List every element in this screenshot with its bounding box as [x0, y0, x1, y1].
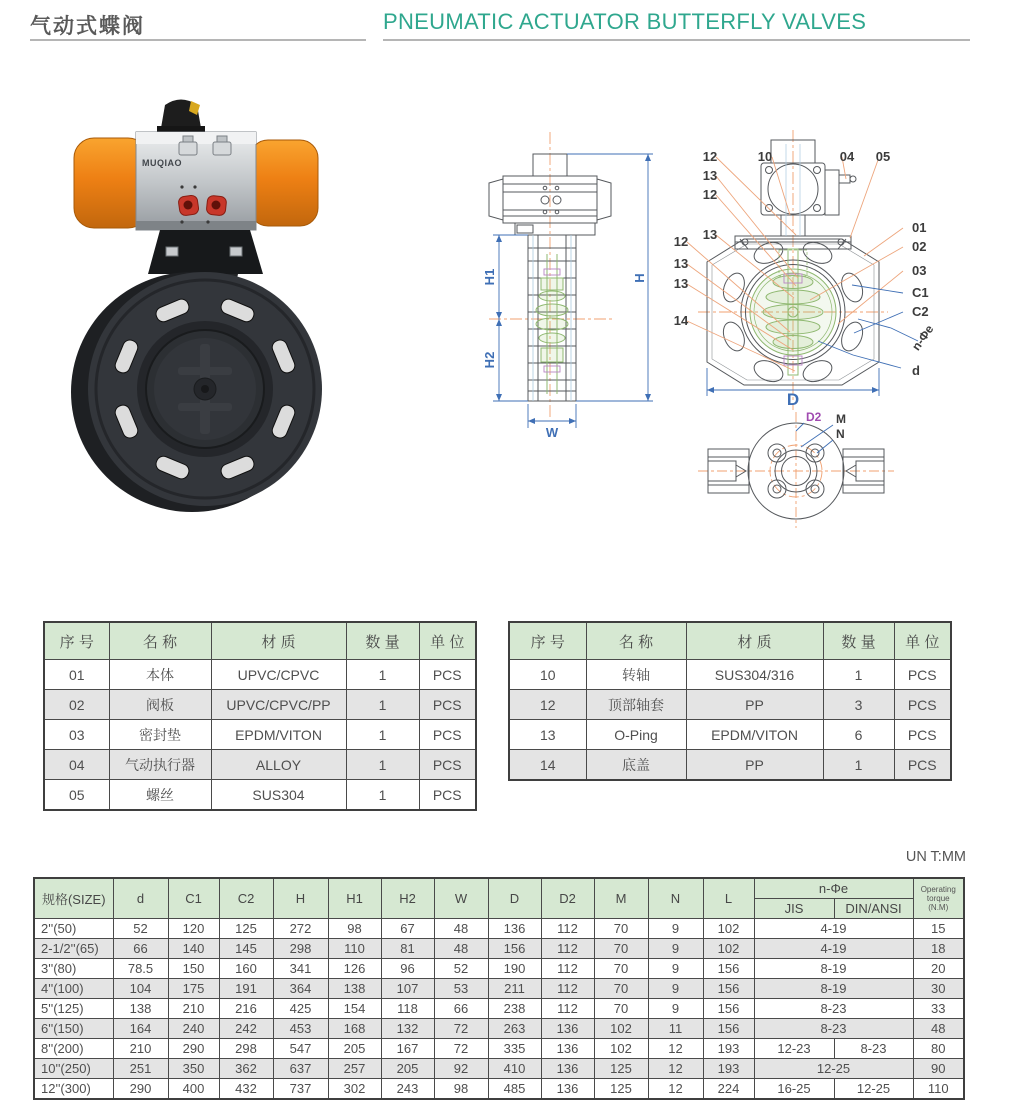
- cell: 102: [594, 1039, 648, 1059]
- cell: 1: [346, 750, 419, 780]
- cell: 400: [168, 1079, 219, 1100]
- cell: 272: [273, 919, 328, 939]
- callout-12: 12: [673, 234, 689, 249]
- cell: EPDM/VITON: [211, 720, 346, 750]
- cell: 4-19: [754, 919, 913, 939]
- callout-13: 13: [673, 276, 689, 291]
- callout-12: 12: [702, 149, 718, 164]
- cell: 12: [648, 1059, 703, 1079]
- cell: 30: [913, 979, 964, 999]
- parts-table-header: [44, 622, 476, 660]
- cell: 362: [219, 1059, 273, 1079]
- cell: 11: [648, 1019, 703, 1039]
- cell: PCS: [419, 780, 476, 811]
- cell: 02: [44, 690, 109, 720]
- cell: 96: [381, 959, 434, 979]
- drawing-front-view: [648, 128, 988, 420]
- dimension-lines: [493, 154, 653, 428]
- column-header: 数 量: [823, 622, 894, 660]
- cell: O-Ping: [586, 720, 686, 750]
- column-header: H1: [328, 878, 381, 919]
- column-header: M: [594, 878, 648, 919]
- brand-label: MUQIAO: [142, 158, 182, 168]
- table-row: [34, 959, 964, 979]
- cell: PP: [686, 750, 823, 781]
- cell: 12: [648, 1039, 703, 1059]
- cell: 8-19: [754, 959, 913, 979]
- parts-table-header: [509, 622, 951, 660]
- table-row: [34, 919, 964, 939]
- cell: 1: [346, 780, 419, 811]
- cell: 72: [434, 1039, 488, 1059]
- cell: 205: [328, 1039, 381, 1059]
- table-row: [34, 1059, 964, 1079]
- cell: 167: [381, 1039, 434, 1059]
- column-header: D: [488, 878, 541, 919]
- cell: 168: [328, 1019, 381, 1039]
- cell: 224: [703, 1079, 754, 1100]
- cell: 110: [913, 1079, 964, 1100]
- cell: 102: [594, 1019, 648, 1039]
- cell: 637: [273, 1059, 328, 1079]
- cell: 33: [913, 999, 964, 1019]
- column-header: W: [434, 878, 488, 919]
- callout-12: 12: [702, 187, 718, 202]
- cell: 98: [328, 919, 381, 939]
- cell: 136: [541, 1079, 594, 1100]
- table-row: [44, 750, 476, 780]
- parts-table-left: [43, 621, 477, 811]
- column-header: C2: [219, 878, 273, 919]
- cell: 302: [328, 1079, 381, 1100]
- unit-note: UN T:MM: [905, 849, 966, 865]
- table-row: [44, 720, 476, 750]
- cell: 9: [648, 979, 703, 999]
- cell: 8-23: [754, 999, 913, 1019]
- dim-label-n: N: [836, 427, 845, 441]
- cell: 70: [594, 959, 648, 979]
- column-header: H: [273, 878, 328, 919]
- cell: 72: [434, 1019, 488, 1039]
- cell: 118: [381, 999, 434, 1019]
- cell: 136: [541, 1059, 594, 1079]
- cell: 102: [703, 919, 754, 939]
- column-header: JIS: [754, 899, 834, 919]
- cell: 13: [509, 720, 586, 750]
- cell: 1: [823, 750, 894, 781]
- cell: 1: [346, 690, 419, 720]
- dim-label-D: D: [786, 390, 800, 409]
- table-row: [44, 780, 476, 811]
- cell: 257: [328, 1059, 381, 1079]
- cell: 48: [434, 919, 488, 939]
- cell: 12: [509, 690, 586, 720]
- cell: UPVC/CPVC/PP: [211, 690, 346, 720]
- cell: 8''(200): [34, 1039, 113, 1059]
- cell: 156: [703, 1019, 754, 1039]
- cell: 气动执行器: [109, 750, 211, 780]
- cell: 425: [273, 999, 328, 1019]
- cell: 263: [488, 1019, 541, 1039]
- cell: 290: [113, 1079, 168, 1100]
- dim-label-h1: H1: [482, 268, 497, 286]
- cell: 15: [913, 919, 964, 939]
- cell: 364: [273, 979, 328, 999]
- table-row: [509, 690, 951, 720]
- cell: 14: [509, 750, 586, 781]
- callout-13: 13: [702, 168, 718, 183]
- column-header: H2: [381, 878, 434, 919]
- cell: 138: [113, 999, 168, 1019]
- cell: PCS: [419, 660, 476, 690]
- table-row: [34, 979, 964, 999]
- cell: 243: [381, 1079, 434, 1100]
- cell: 6: [823, 720, 894, 750]
- cell: 164: [113, 1019, 168, 1039]
- column-header: n-Φe: [754, 878, 913, 899]
- dim-leaders: [796, 423, 833, 453]
- dim-label-m: M: [836, 412, 846, 426]
- column-header: N: [648, 878, 703, 919]
- cell: 410: [488, 1059, 541, 1079]
- cell: 顶部轴套: [586, 690, 686, 720]
- table-row: [44, 660, 476, 690]
- cell: 66: [434, 999, 488, 1019]
- cell: 432: [219, 1079, 273, 1100]
- dim-label-d: d: [912, 363, 920, 378]
- cell: 12-25: [834, 1079, 913, 1100]
- cell: ALLOY: [211, 750, 346, 780]
- cell: 12-23: [754, 1039, 834, 1059]
- column-header: 名 称: [109, 622, 211, 660]
- cell: 160: [219, 959, 273, 979]
- cell: 120: [168, 919, 219, 939]
- cell: PCS: [419, 720, 476, 750]
- cell: 136: [541, 1019, 594, 1039]
- cell: 104: [113, 979, 168, 999]
- cell: 78.5: [113, 959, 168, 979]
- cell: 本体: [109, 660, 211, 690]
- cell: PP: [686, 690, 823, 720]
- cell: 98: [434, 1079, 488, 1100]
- dim-label-d2: D2: [806, 410, 822, 424]
- callout-05: 05: [875, 149, 891, 164]
- cell: PCS: [419, 690, 476, 720]
- cell: 密封垫: [109, 720, 211, 750]
- cell: 145: [219, 939, 273, 959]
- cell: 110: [328, 939, 381, 959]
- cell: 10''(250): [34, 1059, 113, 1079]
- column-header: Operating torque (N.M): [913, 878, 964, 919]
- cell: 138: [328, 979, 381, 999]
- cell: 9: [648, 919, 703, 939]
- cell: 107: [381, 979, 434, 999]
- actuator-body: [74, 132, 318, 230]
- drawing-top-view: [688, 398, 980, 530]
- cell: 125: [219, 919, 273, 939]
- cell: 156: [703, 999, 754, 1019]
- cell: SUS304/316: [686, 660, 823, 690]
- cell: 70: [594, 919, 648, 939]
- cell: 16-25: [754, 1079, 834, 1100]
- column-header: d: [113, 878, 168, 919]
- cell: 341: [273, 959, 328, 979]
- cell: 156: [703, 959, 754, 979]
- cell: 154: [328, 999, 381, 1019]
- cell: 01: [44, 660, 109, 690]
- cell: 193: [703, 1059, 754, 1079]
- cell: 05: [44, 780, 109, 811]
- column-header: 单 位: [894, 622, 951, 660]
- actuator-knob: [157, 100, 205, 135]
- cell: 10: [509, 660, 586, 690]
- cell: 9: [648, 939, 703, 959]
- cell: 80: [913, 1039, 964, 1059]
- table-row: [34, 1079, 964, 1100]
- cell: 125: [594, 1079, 648, 1100]
- dim-label-c1: C1: [912, 285, 929, 300]
- cell: 156: [703, 979, 754, 999]
- column-header: 名 称: [586, 622, 686, 660]
- cell: 3: [823, 690, 894, 720]
- parts-table-right: [508, 621, 952, 781]
- cell: 298: [273, 939, 328, 959]
- callout-01: 01: [912, 220, 927, 235]
- cell: 6''(150): [34, 1019, 113, 1039]
- cell: 251: [113, 1059, 168, 1079]
- cell: 453: [273, 1019, 328, 1039]
- cell: 112: [541, 979, 594, 999]
- cell: 8-23: [754, 1019, 913, 1039]
- table-row: [34, 939, 964, 959]
- column-header: 序 号: [44, 622, 109, 660]
- cell: 205: [381, 1059, 434, 1079]
- page-title-en: PNEUMATIC ACTUATOR BUTTERFLY VALVES: [383, 9, 867, 34]
- table-row: [34, 1019, 964, 1039]
- product-photo: [58, 92, 340, 524]
- cell: 9: [648, 959, 703, 979]
- cell: 1: [346, 720, 419, 750]
- cell: 81: [381, 939, 434, 959]
- table-row: [509, 660, 951, 690]
- column-header: DIN/ANSI: [834, 899, 913, 919]
- callout-03: 03: [912, 263, 927, 278]
- dim-label-h: H: [632, 273, 647, 283]
- cell: 156: [488, 939, 541, 959]
- cell: 70: [594, 999, 648, 1019]
- cell: 191: [219, 979, 273, 999]
- cell: 12: [648, 1079, 703, 1100]
- cell: 298: [219, 1039, 273, 1059]
- table-row: [44, 690, 476, 720]
- cell: 阀板: [109, 690, 211, 720]
- cell: 112: [541, 999, 594, 1019]
- cell: 12-25: [754, 1059, 913, 1079]
- cell: 9: [648, 999, 703, 1019]
- cell: 4''(100): [34, 979, 113, 999]
- cell: 211: [488, 979, 541, 999]
- cell: 2''(50): [34, 919, 113, 939]
- column-header: L: [703, 878, 754, 919]
- column-header: D2: [541, 878, 594, 919]
- cell: 8-23: [834, 1039, 913, 1059]
- cell: 112: [541, 939, 594, 959]
- cell: 112: [541, 959, 594, 979]
- cell: 126: [328, 959, 381, 979]
- callout-04: 04: [839, 149, 855, 164]
- cell: 53: [434, 979, 488, 999]
- cell: 4-19: [754, 939, 913, 959]
- cell: 5''(125): [34, 999, 113, 1019]
- cell: 20: [913, 959, 964, 979]
- table-row: [509, 750, 951, 781]
- cell: 1: [346, 660, 419, 690]
- column-header: 单 位: [419, 622, 476, 660]
- cell: PCS: [894, 660, 951, 690]
- cell: 底盖: [586, 750, 686, 781]
- cell: PCS: [894, 750, 951, 781]
- cell: 547: [273, 1039, 328, 1059]
- column-header: 材 质: [686, 622, 823, 660]
- dim-label-c2: C2: [912, 304, 929, 319]
- cell: 90: [913, 1059, 964, 1079]
- callout-10: 10: [757, 149, 773, 164]
- cell: UPVC/CPVC: [211, 660, 346, 690]
- cell: 136: [541, 1039, 594, 1059]
- drawing-side-view: [453, 126, 671, 444]
- cell: 70: [594, 979, 648, 999]
- valve-body: [71, 272, 322, 512]
- table-row: [509, 720, 951, 750]
- column-header: 规格(SIZE): [34, 878, 113, 919]
- cell: 335: [488, 1039, 541, 1059]
- cell: 12''(300): [34, 1079, 113, 1100]
- cell: 216: [219, 999, 273, 1019]
- page-title-cn: 气动式蝶阀: [30, 15, 145, 38]
- column-header: 材 质: [211, 622, 346, 660]
- table-row: [34, 1039, 964, 1059]
- cell: 242: [219, 1019, 273, 1039]
- cell: 48: [434, 939, 488, 959]
- cell: 52: [113, 919, 168, 939]
- cell: 66: [113, 939, 168, 959]
- cell: 70: [594, 939, 648, 959]
- callout-13: 13: [702, 227, 718, 242]
- cell: 67: [381, 919, 434, 939]
- callout-02: 02: [912, 239, 927, 254]
- table-row: [34, 999, 964, 1019]
- column-header: 序 号: [509, 622, 586, 660]
- dim-label-h2: H2: [482, 351, 497, 369]
- title-divider-right: [383, 39, 970, 41]
- cell: 18: [913, 939, 964, 959]
- cell: 102: [703, 939, 754, 959]
- dim-label-w: W: [545, 425, 559, 440]
- cell: SUS304: [211, 780, 346, 811]
- cell: 190: [488, 959, 541, 979]
- cell: 92: [434, 1059, 488, 1079]
- cell: 1: [823, 660, 894, 690]
- dimensions-table-header: [34, 878, 964, 919]
- cell: 238: [488, 999, 541, 1019]
- cell: 350: [168, 1059, 219, 1079]
- cell: 螺丝: [109, 780, 211, 811]
- cell: 737: [273, 1079, 328, 1100]
- cell: 290: [168, 1039, 219, 1059]
- cell: PCS: [894, 720, 951, 750]
- callout-13: 13: [673, 256, 689, 271]
- column-header: C1: [168, 878, 219, 919]
- cell: 2-1/2''(65): [34, 939, 113, 959]
- cell: 48: [913, 1019, 964, 1039]
- cell: 04: [44, 750, 109, 780]
- centerlines: [698, 412, 894, 528]
- cell: 150: [168, 959, 219, 979]
- cell: 210: [168, 999, 219, 1019]
- cell: 8-19: [754, 979, 913, 999]
- cell: 240: [168, 1019, 219, 1039]
- cell: 210: [113, 1039, 168, 1059]
- dimension-arrows: [496, 154, 651, 424]
- cell: 175: [168, 979, 219, 999]
- dim-label-nphe: n-Φe: [908, 322, 937, 354]
- cell: 3''(80): [34, 959, 113, 979]
- cell: PCS: [894, 690, 951, 720]
- dimensions-table: [33, 877, 965, 1100]
- cell: 193: [703, 1039, 754, 1059]
- cell: 112: [541, 919, 594, 939]
- cell: 140: [168, 939, 219, 959]
- cell: 转轴: [586, 660, 686, 690]
- cell: EPDM/VITON: [686, 720, 823, 750]
- cell: PCS: [419, 750, 476, 780]
- cell: 125: [594, 1059, 648, 1079]
- title-divider-left: [30, 39, 366, 41]
- column-header: 数 量: [346, 622, 419, 660]
- cell: 03: [44, 720, 109, 750]
- cell: 136: [488, 919, 541, 939]
- cell: 485: [488, 1079, 541, 1100]
- callout-14: 14: [673, 313, 689, 328]
- cell: 132: [381, 1019, 434, 1039]
- cell: 52: [434, 959, 488, 979]
